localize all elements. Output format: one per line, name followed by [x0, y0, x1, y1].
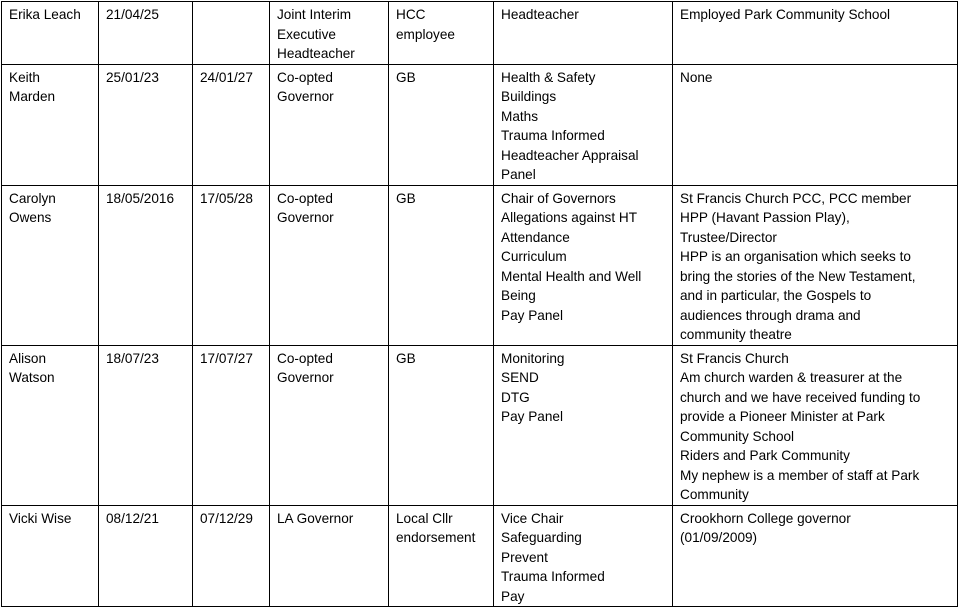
responsibilities-line: Headteacher	[501, 7, 579, 22]
business-interests-line: community theatre	[680, 327, 792, 342]
end-date-text: 17/07/27	[200, 350, 253, 366]
business-interests-line: audiences through drama and	[680, 307, 861, 323]
responsibilities-line: Monitoring	[501, 350, 565, 366]
appointed-by-cell	[389, 505, 494, 607]
responsibilities-line: Being	[501, 288, 536, 303]
governor-name-cell	[2, 185, 99, 345]
governor-role-line: Governor	[277, 89, 334, 104]
business-interests-line: Crookhorn College governor	[680, 510, 851, 526]
governor-role-line: Executive	[277, 26, 336, 42]
governor-name-cell	[2, 345, 99, 505]
business-interests-line: Am church warden & treasurer at the	[680, 370, 903, 385]
responsibilities-line: Pay	[501, 588, 525, 604]
responsibilities-line: Buildings	[501, 89, 557, 104]
start-date-text: 21/04/25	[106, 7, 159, 22]
governor-role-line: Co-opted	[277, 69, 333, 85]
responsibilities-line: Chair of Governors	[501, 190, 616, 206]
governor-name-line: Watson	[9, 370, 55, 385]
appointed-by-cell	[389, 185, 494, 345]
business-interests-cell	[673, 345, 958, 505]
end-date-cell	[193, 2, 270, 65]
governor-name-cell	[2, 64, 99, 185]
governor-role-line: Headteacher	[277, 46, 355, 61]
end-date-cell	[193, 185, 270, 345]
table-row	[2, 185, 958, 345]
responsibilities-cell	[494, 185, 673, 345]
responsibilities-line: Pay Panel	[501, 409, 563, 424]
governor-name-cell	[2, 2, 99, 65]
responsibilities-line: Headteacher Appraisal	[501, 147, 639, 163]
start-date-text: 08/12/21	[106, 510, 159, 526]
business-interests-cell	[673, 185, 958, 345]
start-date-cell	[99, 64, 193, 185]
responsibilities-line: SEND	[501, 370, 539, 385]
end-date-text: 07/12/29	[200, 510, 253, 526]
business-interests-line: St Francis Church	[680, 350, 789, 366]
table-row	[2, 345, 958, 505]
responsibilities-line: Mental Health and Well	[501, 268, 642, 284]
end-date-cell	[193, 64, 270, 185]
start-date-cell	[99, 185, 193, 345]
appointed-by-cell	[389, 64, 494, 185]
appointed-by-line: endorsement	[396, 530, 476, 545]
governor-role-line: Governor	[277, 370, 334, 385]
table-row	[2, 64, 958, 185]
business-interests-line: Trustee/Director	[680, 229, 777, 245]
business-interests-line: bring the stories of the New Testament,	[680, 268, 916, 284]
governor-role-line: Governor	[277, 210, 334, 225]
appointed-by-line: GB	[396, 350, 416, 366]
governor-role-cell	[270, 345, 389, 505]
responsibilities-line: Maths	[501, 108, 539, 124]
start-date-text: 18/07/23	[106, 350, 159, 366]
end-date-cell	[193, 505, 270, 607]
responsibilities-line: Safeguarding	[501, 530, 582, 545]
governor-name-cell	[2, 505, 99, 607]
governor-name-line: Keith	[9, 69, 40, 85]
business-interests-line: (01/09/2009)	[680, 530, 758, 545]
appointed-by-line: GB	[396, 190, 416, 206]
governor-role-cell	[270, 64, 389, 185]
business-interests-line: and in particular, the Gospels to	[680, 288, 872, 303]
business-interests-line: Community School	[680, 428, 795, 444]
responsibilities-cell	[494, 345, 673, 505]
business-interests-cell	[673, 2, 958, 65]
appointed-by-line: GB	[396, 69, 416, 85]
appointed-by-line: HCC	[396, 7, 426, 22]
responsibilities-line: Attendance	[501, 229, 570, 245]
business-interests-cell	[673, 505, 958, 607]
governor-role-line: Co-opted	[277, 190, 333, 206]
responsibilities-cell	[494, 2, 673, 65]
responsibilities-line: Allegations against HT	[501, 210, 638, 225]
start-date-cell	[99, 345, 193, 505]
business-interests-line: Community	[680, 487, 749, 502]
governors-table-body	[2, 2, 958, 607]
responsibilities-line: Pay Panel	[501, 307, 563, 323]
governor-name-line: Owens	[9, 210, 52, 225]
business-interests-line: Riders and Park Community	[680, 448, 850, 463]
start-date-cell	[99, 2, 193, 65]
responsibilities-line: Trauma Informed	[501, 569, 605, 584]
governor-role-line: Co-opted	[277, 350, 333, 366]
governors-table	[1, 1, 958, 607]
responsibilities-cell	[494, 505, 673, 607]
start-date-text: 18/05/2016	[106, 190, 175, 206]
responsibilities-line: Panel	[501, 167, 536, 182]
business-interests-line: provide a Pioneer Minister at Park	[680, 409, 885, 424]
end-date-text: 24/01/27	[200, 69, 253, 85]
governor-name-line: Vicki Wise	[9, 510, 72, 526]
responsibilities-line: Trauma Informed	[501, 128, 605, 143]
responsibilities-line: Vice Chair	[501, 510, 564, 526]
governor-role-cell	[270, 2, 389, 65]
appointed-by-cell	[389, 2, 494, 65]
end-date-cell	[193, 345, 270, 505]
appointed-by-cell	[389, 345, 494, 505]
business-interests-line: church and we have received funding to	[680, 389, 921, 405]
end-date-text: 17/05/28	[200, 190, 253, 206]
business-interests-cell	[673, 64, 958, 185]
governor-role-line: Joint Interim	[277, 7, 352, 22]
governor-name-line: Alison	[9, 350, 47, 366]
governor-name-line: Marden	[9, 89, 56, 104]
business-interests-line: HPP is an organisation which seeks to	[680, 249, 911, 264]
responsibilities-cell	[494, 64, 673, 185]
responsibilities-line: Prevent	[501, 549, 548, 565]
business-interests-line: Employed Park Community School	[680, 7, 891, 22]
start-date-text: 25/01/23	[106, 69, 159, 85]
governor-name-line: Erika Leach	[9, 7, 81, 22]
business-interests-line: None	[680, 69, 713, 85]
business-interests-line: HPP (Havant Passion Play),	[680, 210, 850, 225]
start-date-cell	[99, 505, 193, 607]
table-row	[2, 2, 958, 65]
appointed-by-line: employee	[396, 26, 455, 42]
business-interests-line: My nephew is a member of staff at Park	[680, 467, 920, 483]
appointed-by-line: Local Cllr	[396, 510, 453, 526]
governor-role-cell	[270, 505, 389, 607]
table-row	[2, 505, 958, 607]
responsibilities-line: DTG	[501, 389, 530, 405]
governor-role-cell	[270, 185, 389, 345]
responsibilities-line: Curriculum	[501, 249, 567, 264]
responsibilities-line: Health & Safety	[501, 69, 596, 85]
governor-role-line: LA Governor	[277, 510, 354, 526]
business-interests-line: St Francis Church PCC, PCC member	[680, 190, 912, 206]
governor-name-line: Carolyn	[9, 190, 56, 206]
